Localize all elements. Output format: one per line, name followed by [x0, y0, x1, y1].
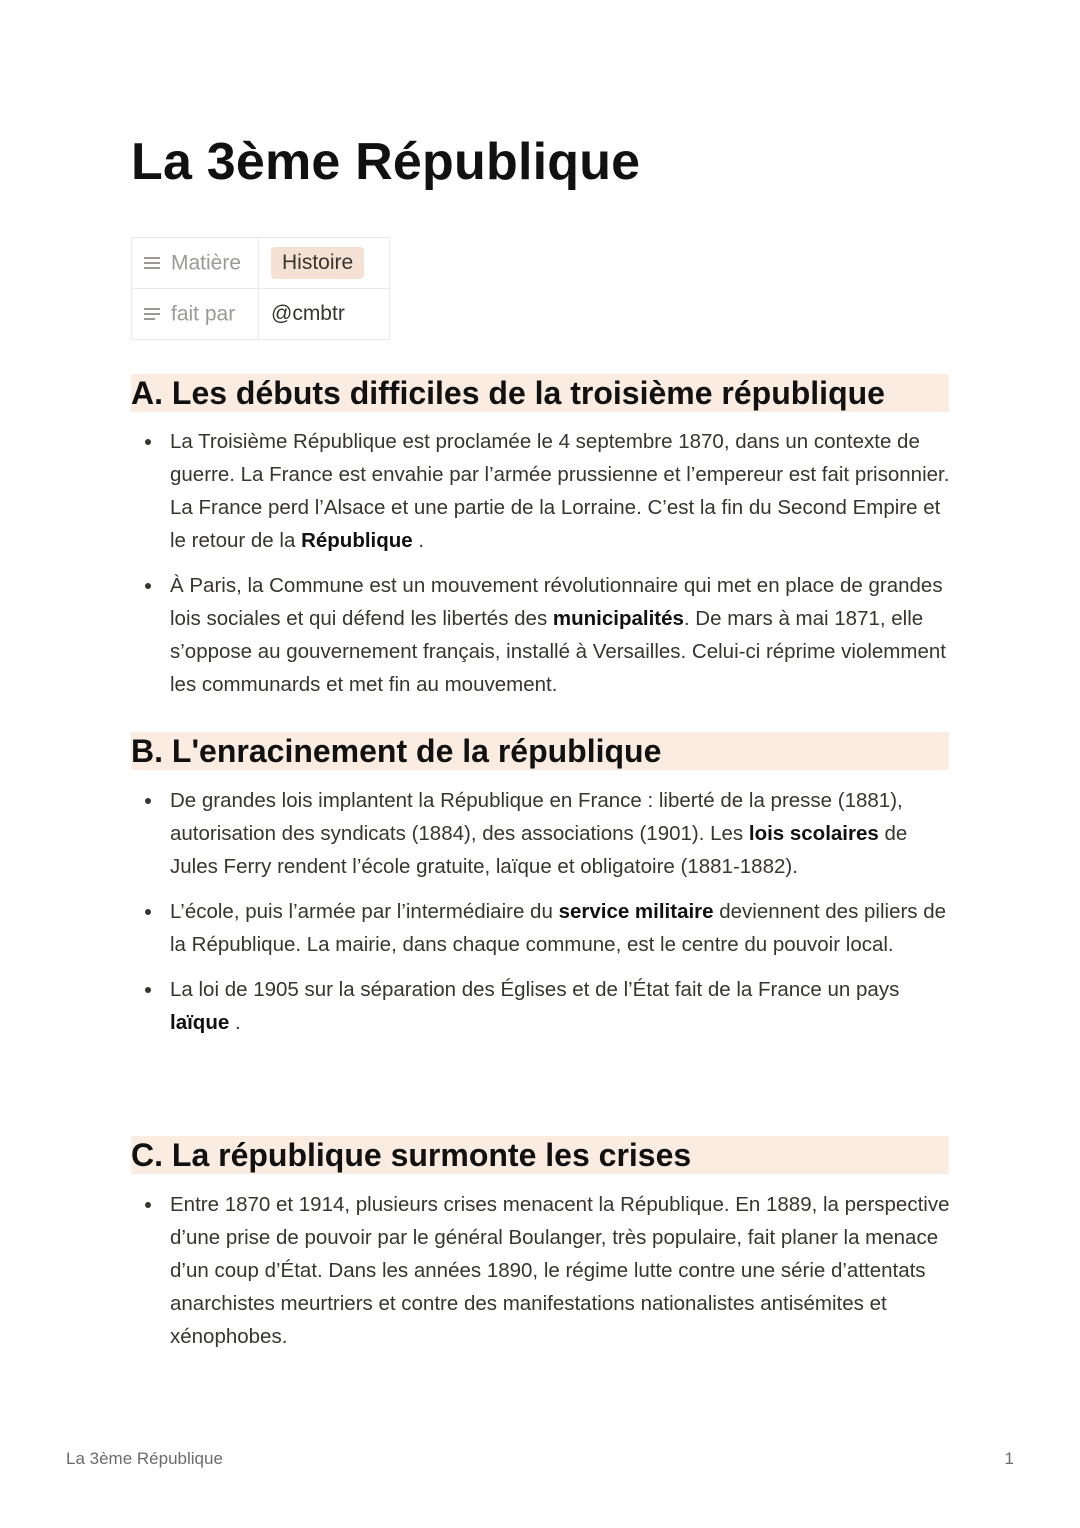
page-title: La 3ème République: [131, 133, 641, 191]
bullet-item: [131, 569, 951, 701]
bold-term: lois scolaires: [748, 822, 879, 845]
property-row-fait-par: [132, 289, 390, 340]
section-heading-b: B. L'enracinement de la république: [131, 732, 949, 770]
list-icon: [144, 254, 160, 272]
text-run: La Troisième République est proclamée le 4 septembre 1870, dans un contexte de guerre. La France est envahie par l’armée prussienne et l’empereur est fait prisonnier. La France perd l’Alsace et une partie de la Lorraine. C’est la fin du Second Empire et le retour de la: [170, 430, 950, 552]
text-run: La loi de 1905 sur la séparation des Églises et de l’État fait de la France un pays: [170, 978, 900, 1001]
footer-title: La 3ème République: [66, 1449, 223, 1468]
author-value: @cmbtr: [271, 302, 345, 325]
text-run: De grandes lois implantent la République en France : liberté de la presse (1881), autorisation des syndicats (1884), des associations (1901). Les: [170, 789, 903, 845]
properties-table: [131, 237, 390, 340]
text-run: .: [229, 1011, 241, 1034]
bullet-item: [131, 784, 951, 883]
section-heading-a: A. Les débuts difficiles de la troisième république: [131, 374, 949, 412]
property-key-fait-par: [132, 289, 259, 340]
bullet-item: [131, 895, 951, 961]
text-run: Entre 1870 et 1914, plusieurs crises menacent la République. En 1889, la perspective d’une prise de pouvoir par le général Boulanger, très populaire, fait planer la menace d’un coup d’État. Dans les années 1890, le régime lutte contre une série d’attentats anarchistes meurtriers et contre des manifestations nationalistes antisémites et xénophobes.: [170, 1193, 950, 1348]
bullet-item: [131, 425, 951, 557]
bold-term: service militaire: [558, 900, 714, 923]
bullet-item: [131, 1188, 951, 1353]
property-row-matiere: [132, 238, 390, 289]
bold-term: municipalités: [552, 607, 684, 630]
property-label: Matière: [171, 251, 242, 275]
section-a-list: [131, 425, 951, 713]
text-run: À Paris, la Commune est un mouvement révolutionnaire qui met en place de grandes lois sociales et qui défend les libertés des: [170, 574, 943, 630]
text-run: .: [412, 529, 425, 552]
property-key-matiere: [132, 238, 259, 289]
text-run: . De mars à mai 1871, elle s’oppose au gouvernement français, installé à Versailles. Celui-ci réprime violemment les communards et met fin au mouvement.: [170, 607, 946, 696]
text-lines-icon: [144, 305, 160, 323]
section-heading-c: C. La république surmonte les crises: [131, 1136, 949, 1174]
section-b-list: [131, 784, 951, 1051]
bullet-item: [131, 973, 951, 1039]
page-number: 1: [1004, 1449, 1014, 1468]
section-c-list: [131, 1188, 951, 1365]
subject-tag: Histoire: [271, 247, 364, 279]
text-run: deviennent des piliers de la République. La mairie, dans chaque commune, est le centre du pouvoir local.: [170, 900, 947, 956]
property-value-fait-par[interactable]: [259, 289, 390, 340]
property-label: fait par: [171, 302, 236, 326]
property-value-matiere[interactable]: [259, 238, 390, 289]
bold-term: République: [301, 529, 413, 552]
text-run: de Jules Ferry rendent l’école gratuite, laïque et obligatoire (1881-1882).: [170, 822, 908, 878]
bold-term: laïque: [170, 1011, 230, 1034]
text-run: L’école, puis l’armée par l’intermédiaire du: [170, 900, 559, 923]
